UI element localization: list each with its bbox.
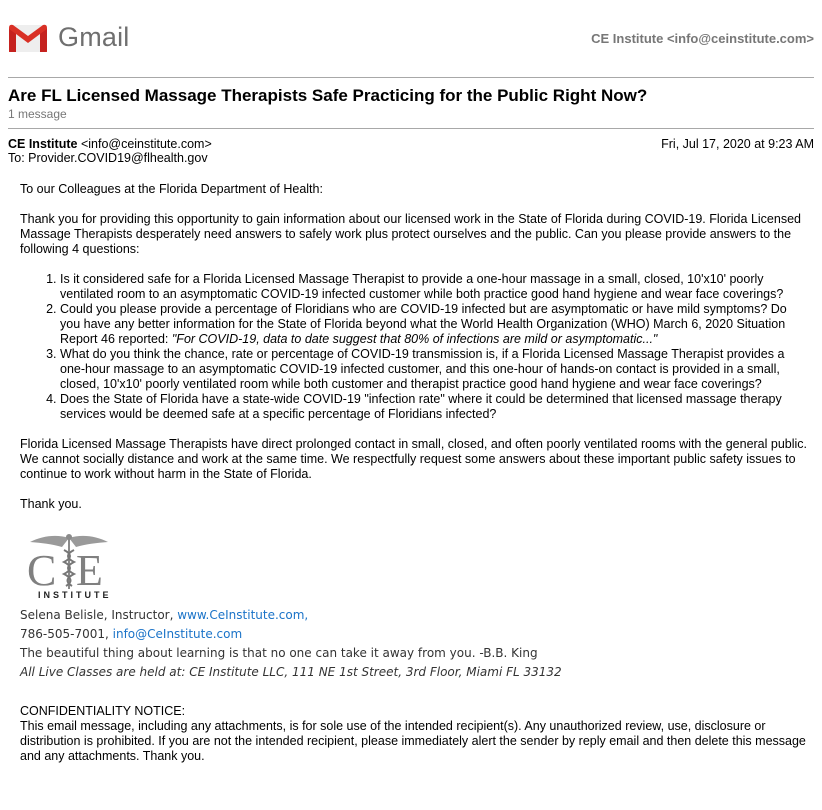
- message-count: 1 message: [8, 107, 67, 121]
- confidentiality-notice: [20, 704, 810, 764]
- question-item: [60, 302, 810, 347]
- phone-number: 786-505-7001,: [20, 627, 113, 641]
- sender-name: CE Institute: [8, 137, 78, 151]
- sign-off: Thank you.: [20, 497, 82, 511]
- closing-paragraph: Florida Licensed Massage Therapists have direct prolonged contact in small, closed, and often poorly ventilated rooms with the general public. We cannot socially distance and work at the same time. We respectfully request some answers about these important public safety issues to continue to work without harm in the State of Florida.: [20, 437, 808, 481]
- logo-letter-e: E: [76, 546, 103, 595]
- divider: [8, 77, 814, 78]
- logo-subtitle: INSTITUTE: [38, 590, 112, 600]
- question-item: 3. What do you think the chance, rate or percentage of COVID-19 transmission is, if a Florida Licensed Massage Therapist provides a one-hour massage to an asymptomatic COVID-19 infected customer, and this one-hour of hands-on contact is provided in a small, closed, 10'x10' poorly ventilated room while both customer and therapist practice good hand hygiene and wear face coverings?: [60, 347, 810, 392]
- sender-line: [8, 137, 212, 151]
- sender-email: <info@ceinstitute.com>: [80, 137, 212, 151]
- signature-name-line: Selena Belisle, Instructor, www.CeInstitute.com,: [20, 608, 309, 622]
- who-quote: "For COVID-19, data to date suggest that 80% of infections are mild or asymptomatic...": [171, 332, 658, 346]
- question-item: 4. Does the State of Florida have a state-wide COVID-19 "infection rate" where it could be determined that licensed massage therapy services would be deemed safe at a specific percentage of Floridians infected?: [60, 392, 810, 422]
- website-link[interactable]: www.CeInstitute.com: [177, 608, 305, 622]
- signature-contact-line: [20, 625, 810, 644]
- website-link-suffix: ,: [304, 608, 309, 622]
- message-date: Fri, Jul 17, 2020 at 9:23 AM: [661, 137, 814, 151]
- greeting: To our Colleagues at the Florida Department of Health:: [20, 182, 323, 196]
- recipient-line: To: Provider.COVID19@flhealth.gov: [8, 151, 208, 165]
- question-text: Could you please provide a percentage of Floridians who are COVID-19 infected but are asymptomatic or have mild symptoms? Do you have any better information for the State of Florida beyond what the World Health Organization (WHO) March 6, 2020 Situation Report 46 reported:: [60, 302, 787, 346]
- message-body: [20, 182, 810, 764]
- gmail-wordmark: Gmail: [58, 22, 130, 52]
- thread-subject: Are FL Licensed Massage Therapists Safe Practicing for the Public Right Now?: [8, 86, 648, 105]
- caduceus-logo-icon: [24, 532, 114, 600]
- address-text: CE Institute LLC, 111 NE 1st Street, 3rd Floor, Miami FL 33132: [189, 665, 562, 679]
- question-item: 1. Is it considered safe for a Florida Licensed Massage Therapist to provide a one-hour massage in a small, closed, 10'x10' poorly ventilated room to an asymptomatic COVID-19 infected customer while both practice good hand hygiene and wear face coverings?: [60, 272, 810, 302]
- signature-address: All Live Classes are held at: CE Institute LLC, 111 NE 1st Street, 3rd Floor, Miami FL 33132: [20, 665, 562, 679]
- gmail-header: [0, 0, 822, 70]
- gmail-logo[interactable]: [8, 22, 130, 53]
- account-label: CE Institute <info@ceinstitute.com>: [591, 31, 814, 46]
- confidentiality-title: CONFIDENTIALITY NOTICE:: [20, 704, 186, 718]
- signature-quote: The beautiful thing about learning is that no one can take it away from you. -B.B. King: [20, 646, 538, 660]
- email-link[interactable]: info@CeInstitute.com: [112, 627, 243, 641]
- intro-paragraph: Thank you for providing this opportunity to gain information about our licensed work in the State of Florida during COVID-19. Florida Licensed Massage Therapists desperately need answers to safely work plus protect ourselves and the public. Can you please provide answers to the following 4 questions:: [20, 212, 801, 256]
- divider: [8, 128, 814, 129]
- ce-institute-logo: [24, 532, 114, 600]
- logo-letter-c: C: [27, 546, 57, 595]
- confidentiality-text: This email message, including any attachments, is for sole use of the intended recipient(s). Any unauthorized review, use, disclosure or distribution is prohibited. If you are not the intended recipient, please immediately alert the sender by reply email and then delete this message and any attachments. Thank you.: [20, 719, 806, 763]
- gmail-envelope-icon: [8, 23, 48, 53]
- signature: [20, 606, 810, 682]
- question-list: [20, 272, 810, 422]
